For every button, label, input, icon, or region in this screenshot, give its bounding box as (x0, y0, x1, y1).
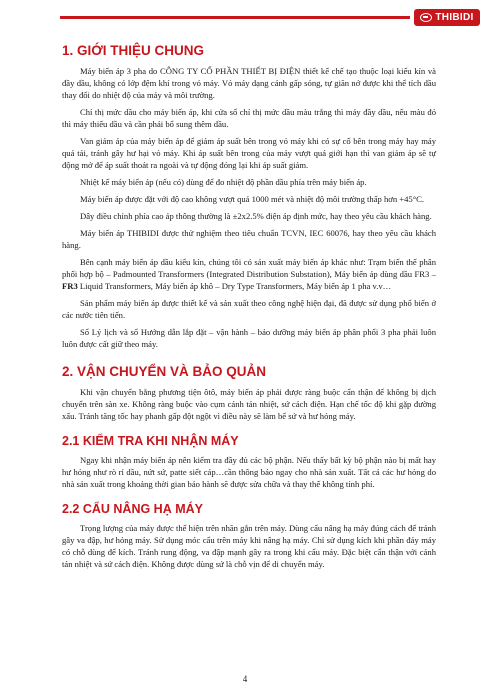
section-2-2-title: 2.2 CẨU NÂNG HẠ MÁY (62, 502, 203, 516)
s1-paragraph: Chỉ thị mức dầu cho máy biến áp, khi cửa sổ chỉ thị mức dầu màu trắng thì máy đầy dầu, nếu màu đỏ thì máy thiếu dầu và cần phải bổ sung thêm dầu. (62, 107, 436, 129)
section-2-title: 2. VẬN CHUYỂN VÀ BẢO QUẢN (62, 364, 267, 379)
s1-paragraph: Sổ Lý lịch và sổ Hướng dẫn lắp đặt – vận hành – bảo dưỡng máy biến áp phân phối 3 pha phải luôn luôn được cất giữ theo máy. (62, 327, 436, 349)
s22-paragraph: Trọng lượng của máy được thể hiện trên nhãn gắn trên máy. Dùng cẩu nâng hạ máy đúng cách để tránh gây va đập, hư hỏng máy. Sử dụng móc cẩu trên máy khi nâng hạ máy. Chỉ sử dụng kích khi phần đáy máy có chỗ dùng để kích. Tránh rung động, va đập mạnh gây ra trong khi cẩu máy. Đặc biệt cẩn thận với cánh tản nhiệt và sứ cách điện. Không được dùng sứ là chỗ vịn để di chuyển máy. (62, 523, 436, 569)
s1-paragraph: Máy biến áp THIBIDI được thử nghiệm theo tiêu chuẩn TCVN, IEC 60076, hay theo yêu cầu khách hàng. (62, 228, 436, 250)
s1-paragraph: Van giảm áp của máy biến áp để giảm áp suất bên trong vỏ máy khi có sự cố bên trong máy hay máy quá tải, tránh gây hư hại vỏ máy. Khi áp suất bên trong của máy vượt quá giới hạn thì van giảm áp sẽ tự động mở để áp suất thoát ra ngoài và tự động đóng lại khi áp suất giảm. (62, 136, 436, 170)
section-2-1-title: 2.1 KIỂM TRA KHI NHẬN MÁY (62, 434, 239, 448)
products-text-bold: FR3 (62, 281, 78, 291)
s2-paragraph: Khi vận chuyển bằng phương tiện ôtô, máy biến áp phải được ràng buộc cẩn thận để không bị dịch chuyển trên sàn xe. Không ràng buộc vào cụm cánh tản nhiệt, sứ cách điện. Hạn chế tốc độ khi gặp đường xấu. Tránh tăng tốc hay phanh gấp đột ngột vì điều này sẽ làm bể sứ và hư hỏng máy. (62, 387, 436, 421)
s1-paragraph: Nhiệt kế máy biến áp (nếu có) dùng để đo nhiệt độ phần dầu phía trên máy biến áp. (80, 177, 367, 187)
products-text-a: Bên cạnh máy biến áp dầu kiểu kín, chúng tôi có sản xuất máy biến áp khác như: Trạm biến thế phân phối hợp bộ – Padmounted Transformers (Integrated Distribution Substation), Máy biến áp dùng dầu FR3 – (62, 257, 436, 279)
header-rule (60, 16, 410, 19)
s1-paragraph: Dây điều chỉnh phía cao áp thông thường là ±2x2.5% điện áp định mức, hay theo yêu cầu khách hàng. (80, 211, 432, 221)
s1-paragraph-products (62, 256, 436, 292)
s1-paragraph: Máy biến áp 3 pha do CÔNG TY CỔ PHẦN THIẾT BỊ ĐIỆN thiết kế chế tạo thuộc loại kiểu kín và đầy dầu, không có lớp đệm khí trong vỏ máy. Vỏ máy dạng cánh gấp sóng, tự giãn nở được khi thể tích dầu thay đổi do nhiệt độ của máy và môi trường. (62, 66, 436, 100)
s1-paragraph: Máy biến áp được đặt với độ cao không vượt quá 1000 mét và nhiệt độ môi trường thấp hơn +45°C. (80, 194, 425, 204)
page-number: 4 (242, 674, 248, 684)
thibidi-logo (414, 9, 480, 26)
products-text-b: Liquid Transformers, Máy biến áp khô – Dry Type Transformers, Máy biến áp 1 pha v.v… (77, 281, 392, 291)
s1-paragraph: Sản phẩm máy biến áp được thiết kế và sản xuất theo công nghệ hiện đại, đã được sử dụng phổ biến ở các nước tiên tiến. (62, 298, 436, 320)
section-1-title: 1. GIỚI THIỆU CHUNG (62, 43, 205, 58)
page-content (62, 42, 436, 575)
s21-paragraph: Ngay khi nhận máy biến áp nên kiểm tra đầy đủ các bộ phận. Nếu thấy bất kỳ bộ phận nào bị mất hay hư hỏng như rò rỉ dầu, nứt sứ, patte siết cáp…cần thông báo ngay cho nhà sản xuất. Tất cả các hư hỏng do nhà sản xuất trong khoảng thời gian bảo hành sẽ được sửa chữa và thay thế không tính phí. (62, 455, 436, 489)
logo-text: THIBIDI (435, 12, 474, 23)
logo-mark-icon (420, 13, 432, 22)
